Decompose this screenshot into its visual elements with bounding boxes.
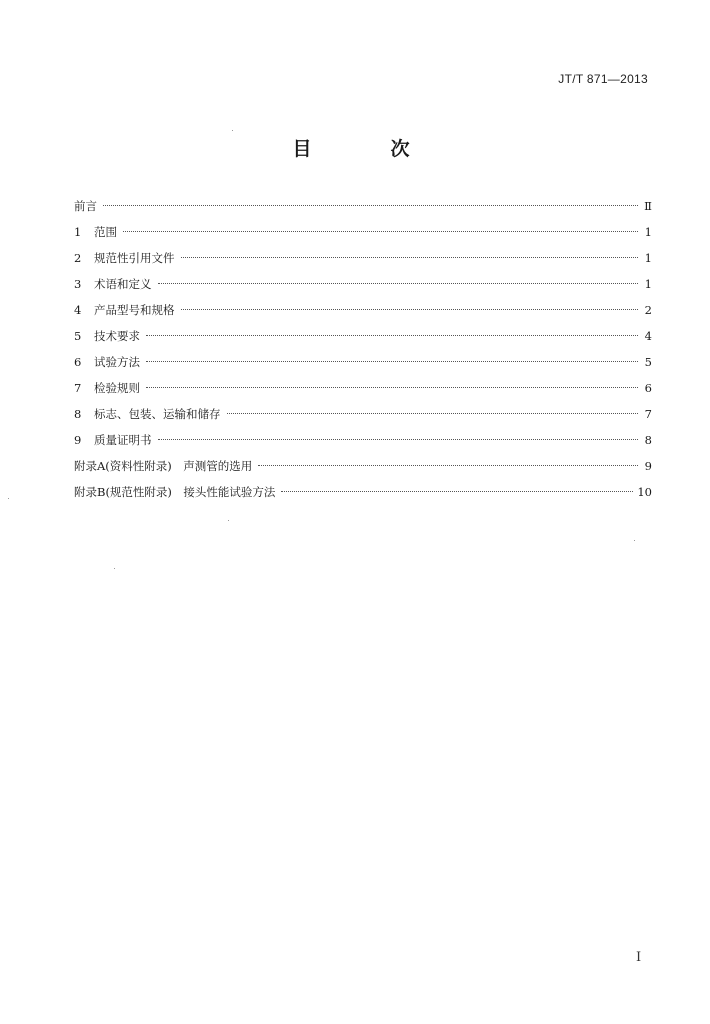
toc-dot-leader xyxy=(123,231,638,232)
toc-entry-number: 5 xyxy=(74,329,82,343)
toc-entry[interactable] xyxy=(74,453,652,479)
toc-dot-leader xyxy=(146,335,638,336)
toc-entry[interactable] xyxy=(74,245,652,271)
toc-entry-page: 2 xyxy=(644,303,652,317)
scan-speck xyxy=(114,568,115,569)
toc-entry[interactable] xyxy=(74,375,652,401)
toc-entry[interactable] xyxy=(74,193,652,219)
toc-dot-leader xyxy=(181,257,639,258)
toc-entry-page: 9 xyxy=(644,459,652,473)
toc-dot-leader xyxy=(281,491,633,492)
toc-entry-label: 术语和定义 xyxy=(94,277,152,291)
toc-entry-number: 9 xyxy=(74,433,82,447)
toc-entry-number: 8 xyxy=(74,407,82,421)
toc-entry[interactable] xyxy=(74,427,652,453)
page-title: 目 次 xyxy=(292,138,440,160)
scan-speck xyxy=(8,498,9,499)
toc-entry-label: 标志、包装、运输和储存 xyxy=(94,407,221,421)
standard-code: JT/T 871—2013 xyxy=(558,72,648,86)
toc-entry-page: 1 xyxy=(644,225,652,239)
scan-speck xyxy=(232,130,233,131)
toc-entry-number: 6 xyxy=(74,355,82,369)
toc-entry-label: 检验规则 xyxy=(94,381,140,395)
scan-speck xyxy=(634,540,635,541)
toc-dot-leader xyxy=(146,361,638,362)
toc-dot-leader xyxy=(258,465,638,466)
toc-entry-number: 4 xyxy=(74,303,82,317)
toc-entry-number: 1 xyxy=(74,225,82,239)
toc-entry[interactable] xyxy=(74,401,652,427)
toc-entry-label: 前言 xyxy=(74,199,97,213)
toc-dot-leader xyxy=(103,205,638,206)
toc-entry[interactable] xyxy=(74,479,652,505)
toc-dot-leader xyxy=(158,283,639,284)
toc-entry-label: 试验方法 xyxy=(94,355,140,369)
page-number: Ⅰ xyxy=(636,950,642,965)
toc-entry-label: 技术要求 xyxy=(94,329,140,343)
table-of-contents xyxy=(74,193,652,505)
toc-dot-leader xyxy=(227,413,639,414)
toc-entry-page: Ⅱ xyxy=(644,199,652,213)
toc-entry-label: 产品型号和规格 xyxy=(94,303,175,317)
toc-entry[interactable] xyxy=(74,297,652,323)
toc-entry-number: 7 xyxy=(74,381,82,395)
scan-speck xyxy=(228,520,229,521)
toc-entry-page: 1 xyxy=(644,277,652,291)
toc-entry-page: 1 xyxy=(644,251,652,265)
toc-entry-label: 质量证明书 xyxy=(94,433,152,447)
toc-entry[interactable] xyxy=(74,219,652,245)
toc-entry-page: 7 xyxy=(644,407,652,421)
toc-entry-label: 附录B(规范性附录) 接头性能试验方法 xyxy=(74,485,276,499)
toc-entry-label: 规范性引用文件 xyxy=(94,251,175,265)
toc-entry-page: 8 xyxy=(644,433,652,447)
toc-dot-leader xyxy=(158,439,639,440)
toc-entry[interactable] xyxy=(74,271,652,297)
toc-entry-label: 附录A(资料性附录) 声测管的选用 xyxy=(74,459,253,473)
toc-dot-leader xyxy=(146,387,638,388)
toc-entry[interactable] xyxy=(74,323,652,349)
toc-entry-page: 10 xyxy=(637,485,652,499)
toc-entry-label: 范围 xyxy=(94,225,117,239)
toc-dot-leader xyxy=(181,309,639,310)
toc-entry[interactable] xyxy=(74,349,652,375)
toc-entry-page: 4 xyxy=(644,329,652,343)
toc-entry-page: 6 xyxy=(644,381,652,395)
toc-entry-number: 2 xyxy=(74,251,82,265)
toc-entry-page: 5 xyxy=(644,355,652,369)
toc-entry-number: 3 xyxy=(74,277,82,291)
